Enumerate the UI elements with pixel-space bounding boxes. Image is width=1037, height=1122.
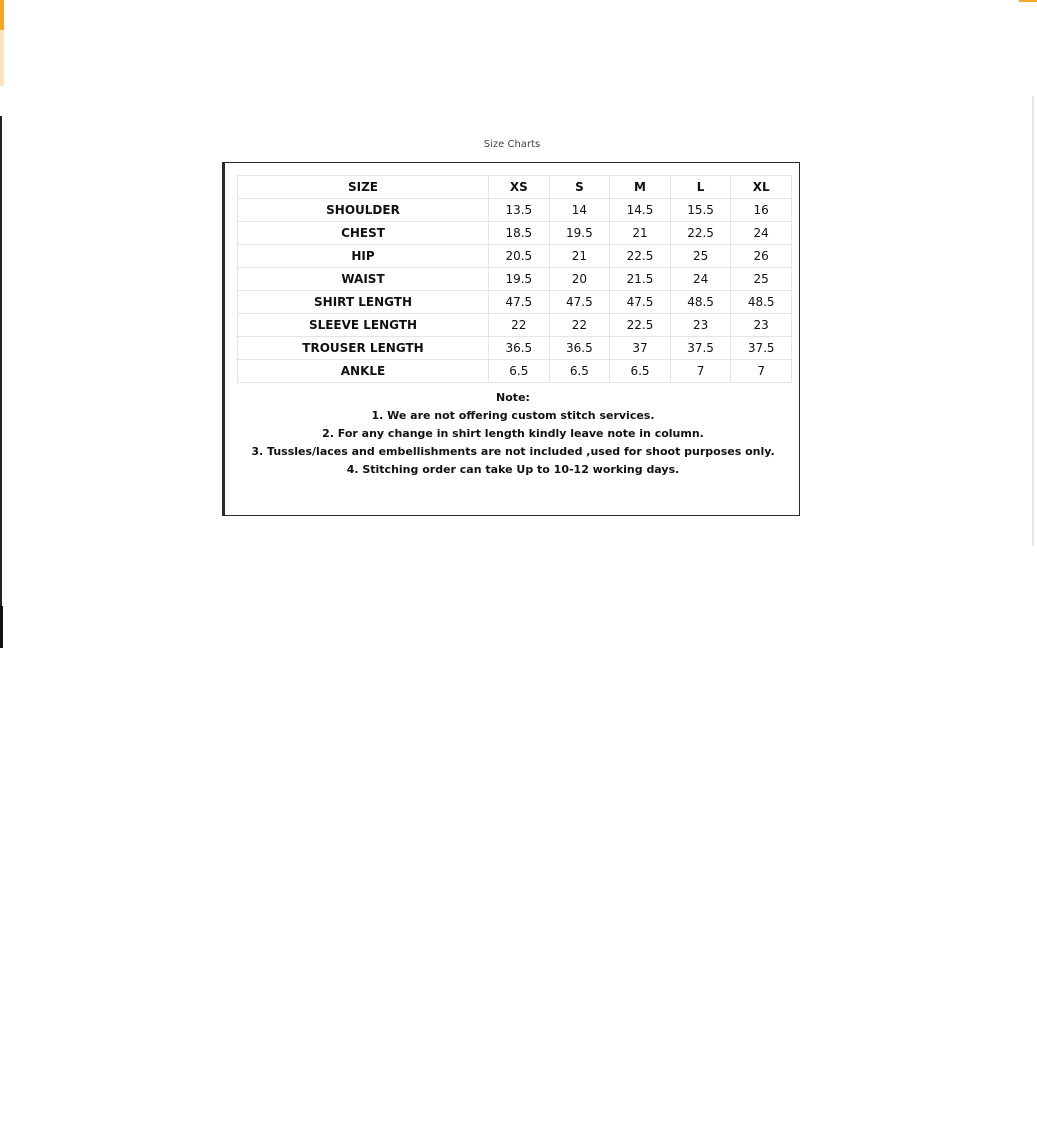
table-cell: 25: [670, 245, 731, 268]
table-cell: 25: [731, 268, 792, 291]
table-cell: 7: [670, 360, 731, 383]
left-edge-dark-bar-bottom: [0, 606, 3, 648]
table-row: [238, 199, 792, 222]
row-label: SLEEVE LENGTH: [238, 314, 489, 337]
table-cell: 6.5: [489, 360, 550, 383]
table-cell: 37.5: [731, 337, 792, 360]
left-edge-dark-bar: [0, 116, 2, 648]
table-cell: 48.5: [731, 291, 792, 314]
right-edge-accent: [1019, 0, 1037, 2]
size-chart-image: [222, 162, 800, 516]
left-edge-accent-light: [0, 30, 4, 86]
size-table: [237, 175, 792, 383]
row-label: HIP: [238, 245, 489, 268]
header-cell: XL: [731, 176, 792, 199]
table-row: [238, 314, 792, 337]
header-cell: L: [670, 176, 731, 199]
table-cell: 37: [610, 337, 671, 360]
table-cell: 22.5: [610, 245, 671, 268]
notes-section: [225, 389, 801, 479]
notes-heading: Note:: [496, 391, 530, 404]
table-row: [238, 245, 792, 268]
note-item: 1. We are not offering custom stitch services.: [371, 409, 655, 422]
table-cell: 6.5: [549, 360, 610, 383]
table-cell: 21: [610, 222, 671, 245]
table-row: [238, 337, 792, 360]
table-row: [238, 291, 792, 314]
table-row: [238, 222, 792, 245]
table-cell: 23: [731, 314, 792, 337]
scrollbar-track[interactable]: [1032, 96, 1034, 546]
table-row: [238, 268, 792, 291]
table-cell: 21: [549, 245, 610, 268]
row-label: WAIST: [238, 268, 489, 291]
table-cell: 15.5: [670, 199, 731, 222]
table-cell: 14: [549, 199, 610, 222]
table-cell: 14.5: [610, 199, 671, 222]
table-cell: 21.5: [610, 268, 671, 291]
table-cell: 22.5: [610, 314, 671, 337]
row-label: SHOULDER: [238, 199, 489, 222]
note-item: 3. Tussles/laces and embellishments are not included ,used for shoot purposes only.: [251, 445, 775, 458]
table-cell: 23: [670, 314, 731, 337]
table-cell: 47.5: [549, 291, 610, 314]
table-cell: 48.5: [670, 291, 731, 314]
header-cell: M: [610, 176, 671, 199]
table-header-row: [238, 176, 792, 199]
header-cell: XS: [489, 176, 550, 199]
table-cell: 47.5: [489, 291, 550, 314]
table-cell: 20: [549, 268, 610, 291]
header-cell: S: [549, 176, 610, 199]
table-cell: 47.5: [610, 291, 671, 314]
modal-title: Size Charts: [483, 139, 541, 150]
table-cell: 7: [731, 360, 792, 383]
table-cell: 26: [731, 245, 792, 268]
table-cell: 22: [549, 314, 610, 337]
table-cell: 18.5: [489, 222, 550, 245]
note-item: 4. Stitching order can take Up to 10-12 working days.: [346, 463, 680, 476]
table-cell: 19.5: [489, 268, 550, 291]
table-cell: 36.5: [549, 337, 610, 360]
row-label: CHEST: [238, 222, 489, 245]
table-cell: 24: [731, 222, 792, 245]
table-cell: 16: [731, 199, 792, 222]
table-row: [238, 360, 792, 383]
row-label: SHIRT LENGTH: [238, 291, 489, 314]
table-cell: 6.5: [610, 360, 671, 383]
table-cell: 36.5: [489, 337, 550, 360]
table-cell: 24: [670, 268, 731, 291]
row-label: TROUSER LENGTH: [238, 337, 489, 360]
table-cell: 13.5: [489, 199, 550, 222]
table-cell: 22: [489, 314, 550, 337]
left-edge-accent: [0, 0, 4, 30]
header-cell: SIZE: [238, 176, 489, 199]
table-cell: 22.5: [670, 222, 731, 245]
row-label: ANKLE: [238, 360, 489, 383]
table-cell: 20.5: [489, 245, 550, 268]
table-cell: 37.5: [670, 337, 731, 360]
table-cell: 19.5: [549, 222, 610, 245]
note-item: 2. For any change in shirt length kindly leave note in column.: [322, 427, 704, 440]
